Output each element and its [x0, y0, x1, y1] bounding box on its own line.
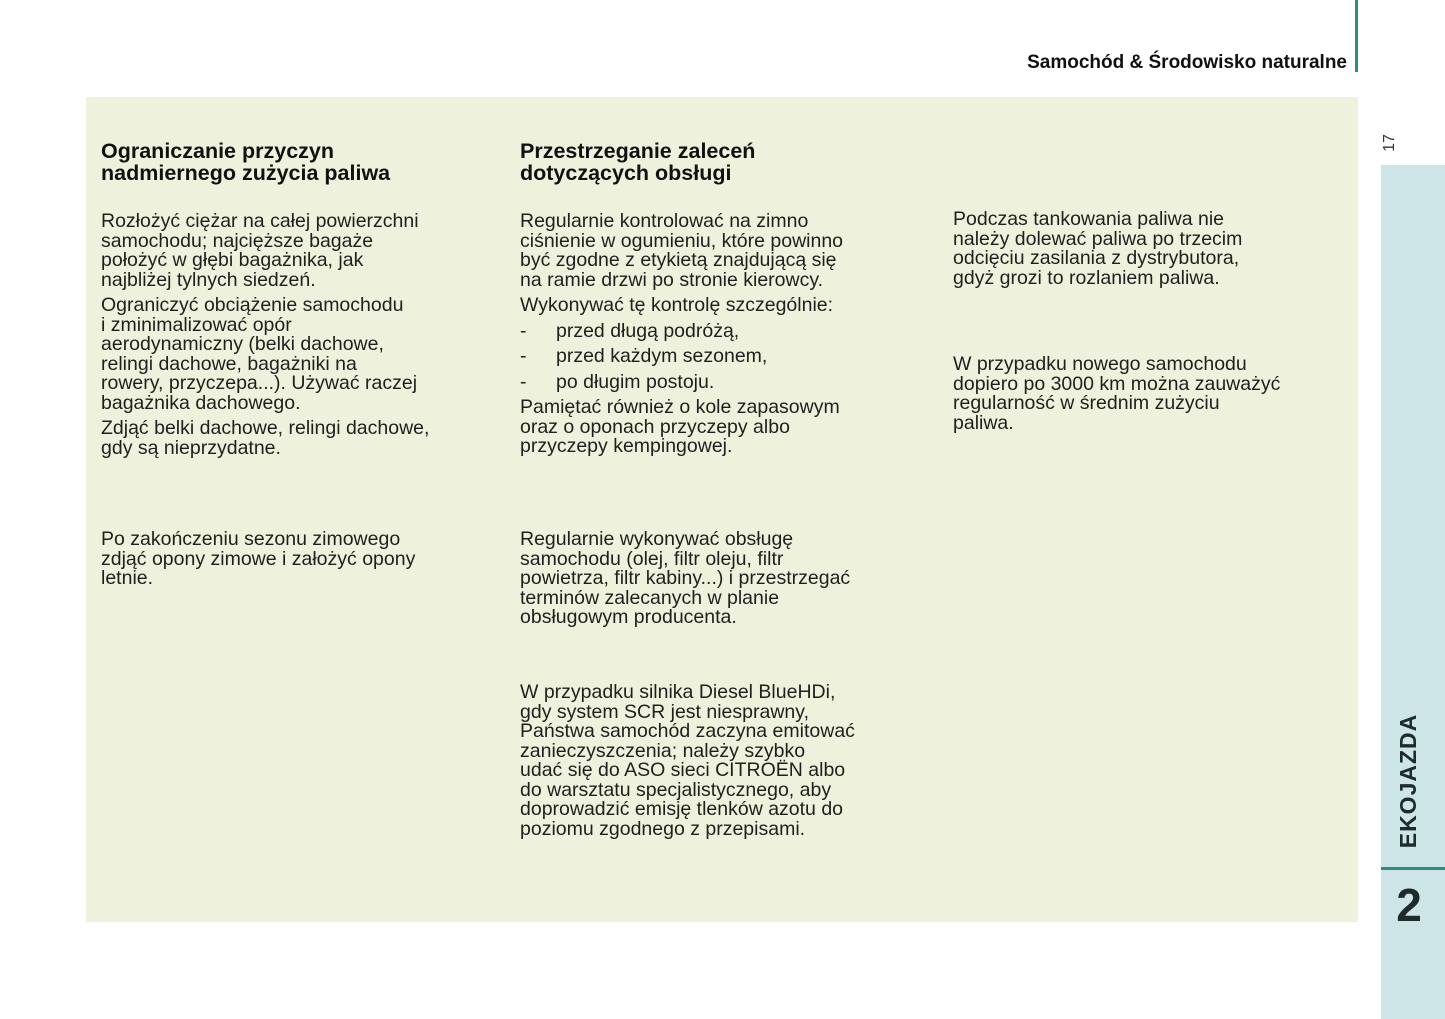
section-heading-fuel-consumption: Ograniczanie przyczyn nadmiernego zużycia paliwa — [101, 139, 391, 185]
page-header-title: Samochód & Środowisko naturalne — [1027, 52, 1347, 73]
list-item: - po długim postoju. — [520, 370, 715, 393]
paragraph-spare-wheel: Pamiętać również o kole zapasowym oraz o oponach przyczepy albo przyczepy kempingowej. — [520, 396, 840, 457]
check-list — [520, 319, 940, 393]
chapter-accent-rule — [1381, 867, 1445, 870]
paragraph-winter-tyres: Po zakończeniu sezonu zimowego zdjąć opony zimowe i założyć opony letnie. — [101, 528, 416, 589]
page-number: 17 — [1381, 134, 1398, 152]
section-heading-maintenance: Przestrzeganie zaleceń dotyczących obsługi — [520, 139, 756, 185]
chapter-label: EKOJAZDA — [1394, 713, 1421, 849]
paragraph-check-when: Wykonywać tę kontrolę szczególnie: — [520, 294, 834, 316]
paragraph-tyre-pressure: Regularnie kontrolować na zimno ciśnienie w ogumieniu, które powinno być zgodne z etykietą znajdującą się na ramie drzwi po stronie kierowcy. — [520, 210, 844, 291]
paragraph-aerodynamics: Ograniczyć obciążenie samochodu i zminimalizować opór aerodynamiczny (belki dachowe, relingi dachowe, bagażniki na rowery, przyczepa...). Używać raczej bagażnika dachowego. — [101, 294, 418, 414]
chapter-number: 2 — [1396, 879, 1422, 931]
list-item: - przed długą podróżą, — [520, 319, 740, 342]
paragraph-roof-bars: Zdjąć belki dachowe, relingi dachowe, gdy są nieprzydatne. — [101, 417, 430, 459]
list-item: - przed każdym sezonem, — [520, 345, 768, 367]
paragraph-servicing: Regularnie wykonywać obsługę samochodu (olej, filtr oleju, filtr powietrza, filtr kabiny...) i przestrzegać terminów zalecanych w planie obsługowym producenta. — [520, 528, 851, 628]
paragraph-refuelling: Podczas tankowania paliwa nie należy dolewać paliwa po trzecim odcięciu zasilania z dystrybutora, gdyż grozi to rozlaniem paliwa. — [953, 208, 1243, 289]
paragraph-load-distribution: Rozłożyć ciężar na całej powierzchni samochodu; najcięższe bagaże położyć w głębi bagażnika, jak najbliżej tylnych siedzeń. — [101, 210, 419, 291]
paragraph-new-car: W przypadku nowego samochodu dopiero po 3000 km można zauważyć regularność w średnim zużyciu paliwa. — [953, 353, 1281, 434]
paragraph-bluehdi-scr: W przypadku silnika Diesel BlueHDi, gdy system SCR jest niesprawny, Państwa samochód zaczyna emitować zanieczyszczenia; należy szybko udać się do ASO sieci CITROËN albo do warsztatu specjalistycznego, aby doprowadzić emisję tlenków azotu do poziomu zgodnego z przepisami. — [520, 681, 855, 840]
header-accent-rule — [1355, 0, 1358, 72]
column-maintenance — [520, 141, 940, 463]
column-fuel-consumption — [101, 141, 501, 464]
